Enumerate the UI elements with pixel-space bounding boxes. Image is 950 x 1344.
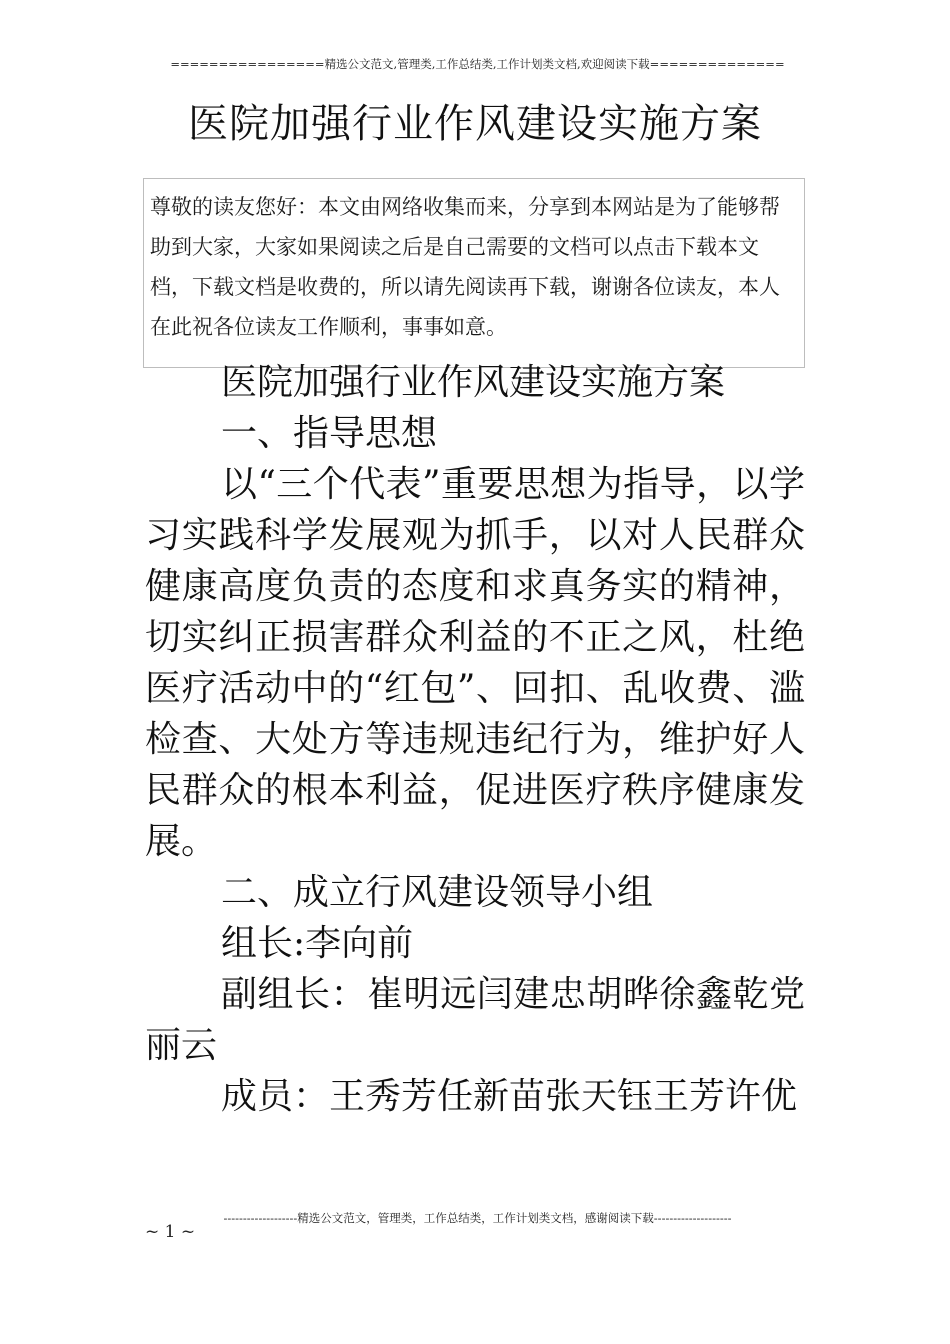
section-heading-leadership-group: 二、成立行风建设领导小组: [221, 872, 654, 913]
page-number: ~ 1 ~: [145, 1222, 196, 1242]
section-heading-guiding-ideology: 一、指导思想: [221, 413, 438, 454]
document-body: [145, 357, 805, 1122]
group-leader-line: 组长:李向前: [221, 923, 414, 964]
guiding-ideology-paragraph: 以“三个代表”重要思想为指导，以学习实践科学发展观为抓手，以对人民群众健康高度负责的态度和求真务实的精神，切实纠正损害群众利益的不正之风，杜绝医疗活动中的“红包”、回扣、乱收费、滥检查、大处方等违规违纪行为，维护好人民群众的根本利益，促进医疗秩序健康发展。: [145, 464, 805, 862]
members-line: 成员：王秀芳任新苗张天钰王芳许优: [221, 1076, 798, 1117]
document-title: 医院加强行业作风建设实施方案: [188, 101, 762, 147]
deputy-leaders-line: 副组长：崔明远闫建忠胡晔徐鑫乾党丽云: [145, 974, 805, 1066]
footer-banner: -------------------精选公文范文，管理类，工作总结类，工作计划类文档，感谢阅读下载--------------------: [223, 1211, 732, 1225]
body-heading: 医院加强行业作风建设实施方案: [221, 362, 726, 403]
reader-notice-box: [143, 178, 805, 368]
header-banner: ================精选公文范文,管理类,工作总结类,工作计划类文档,欢迎阅读下载==============: [170, 57, 785, 71]
reader-notice-text: 尊敬的读友您好：本文由网络收集而来，分享到本网站是为了能够帮助到大家，大家如果阅读之后是自己需要的文档可以点击下载本文档，下载文档是收费的，所以请先阅读再下载，谢谢各位读友，本人在此祝各位读友工作顺利，事事如意。: [150, 195, 780, 339]
